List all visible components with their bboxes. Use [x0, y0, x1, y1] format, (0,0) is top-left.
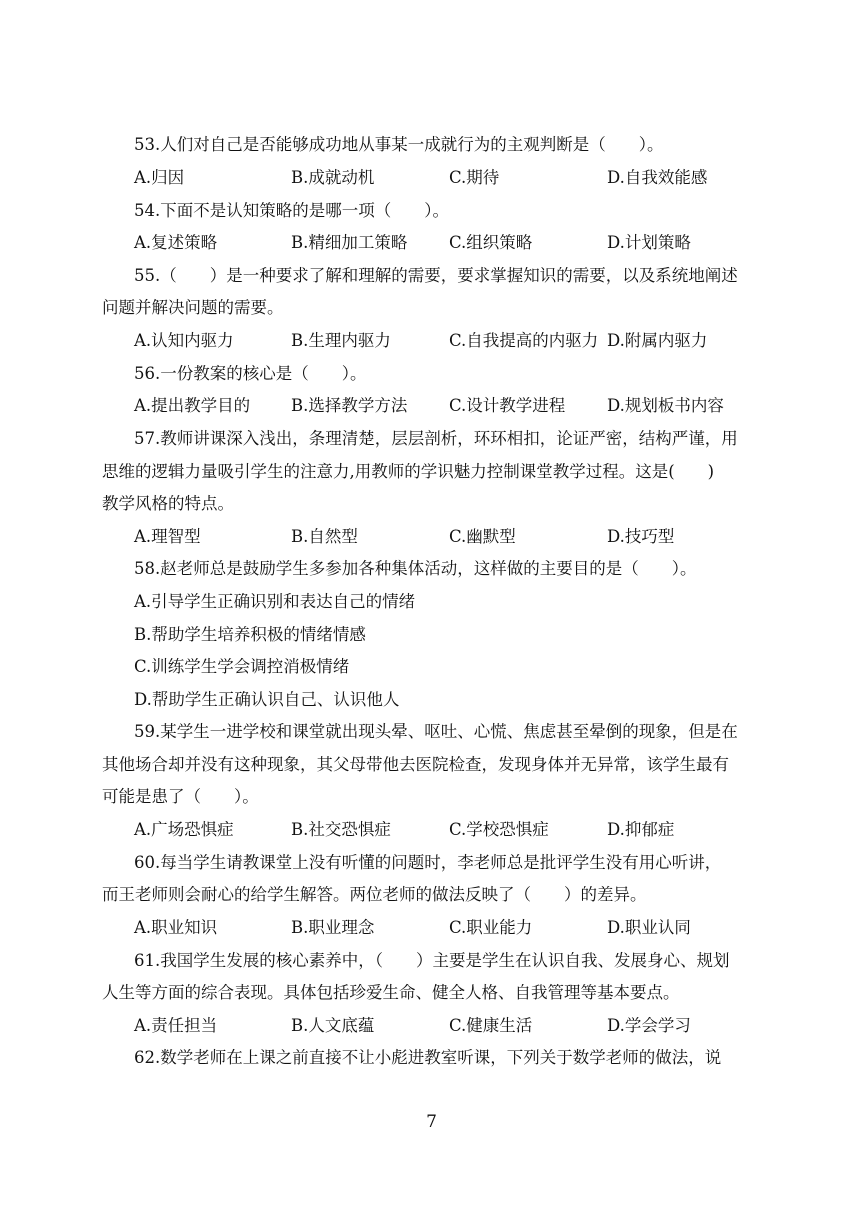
question-54-option-b: B.精细加工策略 — [291, 233, 408, 252]
question-55-option-b: B.生理内驱力 — [291, 331, 391, 350]
question-60-option-a: A.职业知识 — [134, 918, 218, 937]
question-56-option-c: C.设计教学进程 — [449, 396, 566, 415]
question-55-stem-line-2: 问题并解决问题的需要。 — [102, 298, 284, 317]
question-53-option-c: C.期待 — [449, 168, 500, 187]
question-53-option-a: A.归因 — [134, 168, 185, 187]
question-57-stem-line-1: 57.教师讲课深入浅出，条理清楚，层层剖析，环环相扣，论证严密，结构严谨，用 — [134, 429, 738, 448]
question-57-option-d: D.技巧型 — [607, 527, 675, 546]
question-59-option-c: C.学校恐惧症 — [449, 820, 549, 839]
question-60-option-b: B.职业理念 — [291, 918, 375, 937]
question-58-option-d: D.帮助学生正确认识自己、认识他人 — [134, 690, 400, 709]
question-59-option-b: B.社交恐惧症 — [291, 820, 391, 839]
question-54-stem: 54.下面不是认知策略的是哪一项（ ）。 — [134, 201, 449, 220]
question-61-stem-line-1: 61.我国学生发展的核心素养中，（ ）主要是学生在认识自我、发展身心、规划 — [134, 951, 730, 970]
question-55-option-d: D.附属内驱力 — [607, 331, 708, 350]
question-61-option-a: A.责任担当 — [134, 1016, 218, 1035]
question-53-stem: 53.人们对自己是否能够成功地从事某一成就行为的主观判断是（ ）。 — [134, 135, 664, 154]
question-58-option-a: A.引导学生正确识别和表达自己的情绪 — [134, 592, 416, 611]
question-61-option-b: B.人文底蕴 — [291, 1016, 375, 1035]
question-57-stem-line-2: 思维的逻辑力量吸引学生的注意力,用教师的学识魅力控制课堂教学过程。这是( ) — [102, 462, 715, 481]
question-57-option-b: B.自然型 — [291, 527, 358, 546]
question-62-stem-line-1: 62.数学老师在上课之前直接不让小彪进教室听课，下列关于数学老师的做法，说 — [134, 1048, 722, 1067]
question-57-stem-line-3: 教学风格的特点。 — [102, 494, 234, 513]
question-55-stem-line-1: 55.（ ）是一种要求了解和理解的需要，要求掌握知识的需要，以及系统地阐述 — [134, 266, 738, 285]
question-54-option-d: D.计划策略 — [607, 233, 691, 252]
question-58-stem: 58.赵老师总是鼓励学生多参加各种集体活动，这样做的主要目的是（ ）。 — [134, 559, 697, 578]
question-61-option-c: C.健康生活 — [449, 1016, 533, 1035]
question-60-option-c: C.职业能力 — [449, 918, 533, 937]
question-59-option-a: A.广场恐惧症 — [134, 820, 234, 839]
question-60-stem-line-1: 60.每当学生请教课堂上没有听懂的问题时，李老师总是批评学生没有用心听讲， — [134, 853, 722, 872]
question-60-option-d: D.职业认同 — [607, 918, 691, 937]
question-61-option-d: D.学会学习 — [607, 1016, 691, 1035]
question-57-option-c: C.幽默型 — [449, 527, 516, 546]
question-56-option-a: A.提出教学目的 — [134, 396, 251, 415]
question-60-stem-line-2: 而王老师则会耐心的给学生解答。两位老师的做法反映了（ ）的差异。 — [102, 885, 647, 904]
question-53-option-b: B.成就动机 — [291, 168, 375, 187]
question-59-stem-line-1: 59.某学生一进学校和课堂就出现头晕、呕吐、心慌、焦虑甚至晕倒的现象，但是在 — [134, 722, 738, 741]
question-59-stem-line-3: 可能是患了（ ）。 — [102, 787, 259, 806]
question-55-option-a: A.认知内驱力 — [134, 331, 234, 350]
page-number: 7 — [426, 1112, 437, 1132]
question-56-option-b: B.选择教学方法 — [291, 396, 408, 415]
question-55-option-c: C.自我提高的内驱力 — [449, 331, 599, 350]
question-59-option-d: D.抑郁症 — [607, 820, 675, 839]
question-57-option-a: A.理智型 — [134, 527, 201, 546]
question-54-option-a: A.复述策略 — [134, 233, 218, 252]
question-58-option-b: B.帮助学生培养积极的情绪情感 — [134, 625, 366, 644]
question-56-option-d: D.规划板书内容 — [607, 396, 724, 415]
question-58-option-c: C.训练学生学会调控消极情绪 — [134, 657, 350, 676]
question-54-option-c: C.组织策略 — [449, 233, 533, 252]
question-56-stem: 56.一份教案的核心是（ ）。 — [134, 364, 367, 383]
question-61-stem-line-2: 人生等方面的综合表现。具体包括珍爱生命、健全人格、自我管理等基本要点。 — [102, 983, 680, 1002]
question-59-stem-line-2: 其他场合却并没有这种现象，其父母带他去医院检查，发现身体并无异常，该学生最有 — [102, 755, 729, 774]
question-53-option-d: D.自我效能感 — [607, 168, 708, 187]
